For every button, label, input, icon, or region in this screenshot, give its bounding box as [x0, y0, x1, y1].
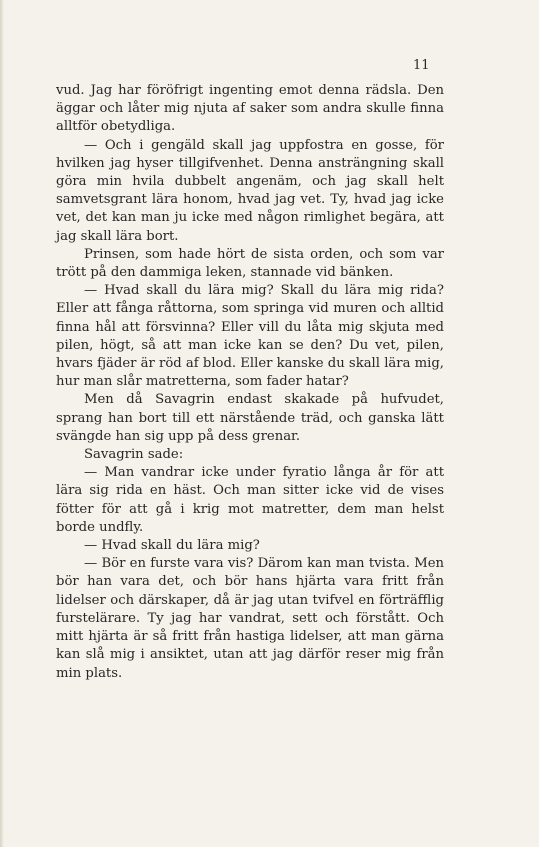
- paragraph: — Bör en furste vara vis? Därom kan man tvista. Men bör han vara det, och bör hans hjärta vara fritt från lidelser och därskaper, då är jag utan tvifvel en förträfflig furstelärare. Ty jag har vandrat, sett och förstått. Och mitt hjärta är så fritt från hastiga lidelser, att man gärna kan slå mig i ansiktet, utan att jag därför reser mig från min plats.: [56, 556, 444, 681]
- paragraph: Savagrin sade:: [84, 447, 184, 463]
- paragraph: — Hvad skall du lära mig? Skall du lära mig rida? Eller att fånga råttorna, som springa vid muren och alltid finna hål att försvinna? Eller vill du låta mig skjuta med pilen, högt, så att man icke kan se den? Du vet, pilen, hvars fjäder är röd af blod. Eller kanske du skall lära mig, hur man slår matretterna, som fader hatar?: [56, 283, 444, 390]
- paragraph: vud. Jag har föröfrigt ingenting emot denna rädsla. Den äggar och låter mig njuta af saker som andra skulle finna alltför obetydliga.: [56, 83, 444, 135]
- paragraph: — Hvad skall du lära mig?: [84, 538, 260, 554]
- paragraph: — Och i gengäld skall jag uppfostra en gosse, för hvilken jag hyser tillgifvenhet. Denna ansträngning skall göra min hvila dubbelt angenäm, och jag skall helt samvetsgrant lära honom, hvad jag vet. Ty, hvad jag icke vet, det kan man ju icke med någon rimlighet begära, att jag skall lära bort.: [56, 137, 444, 244]
- paragraph: Prinsen, som hade hört de sista orden, och som var trött på den dammiga leken, stannade vid bänken.: [56, 246, 444, 281]
- paragraph: — Man vandrar icke under fyratio långa år för att lära sig rida en häst. Och man sitter icke vid de vises fötter för att gå i krig mot matretter, dem man helst borde undfly.: [56, 465, 444, 535]
- paragraph: Men då Savagrin endast skakade på hufvudet, sprang han bort till ett närstående träd, och ganska lätt svängde han sig upp på dess grenar.: [56, 392, 444, 444]
- body-text: [56, 82, 444, 683]
- page-number: 11: [413, 58, 430, 73]
